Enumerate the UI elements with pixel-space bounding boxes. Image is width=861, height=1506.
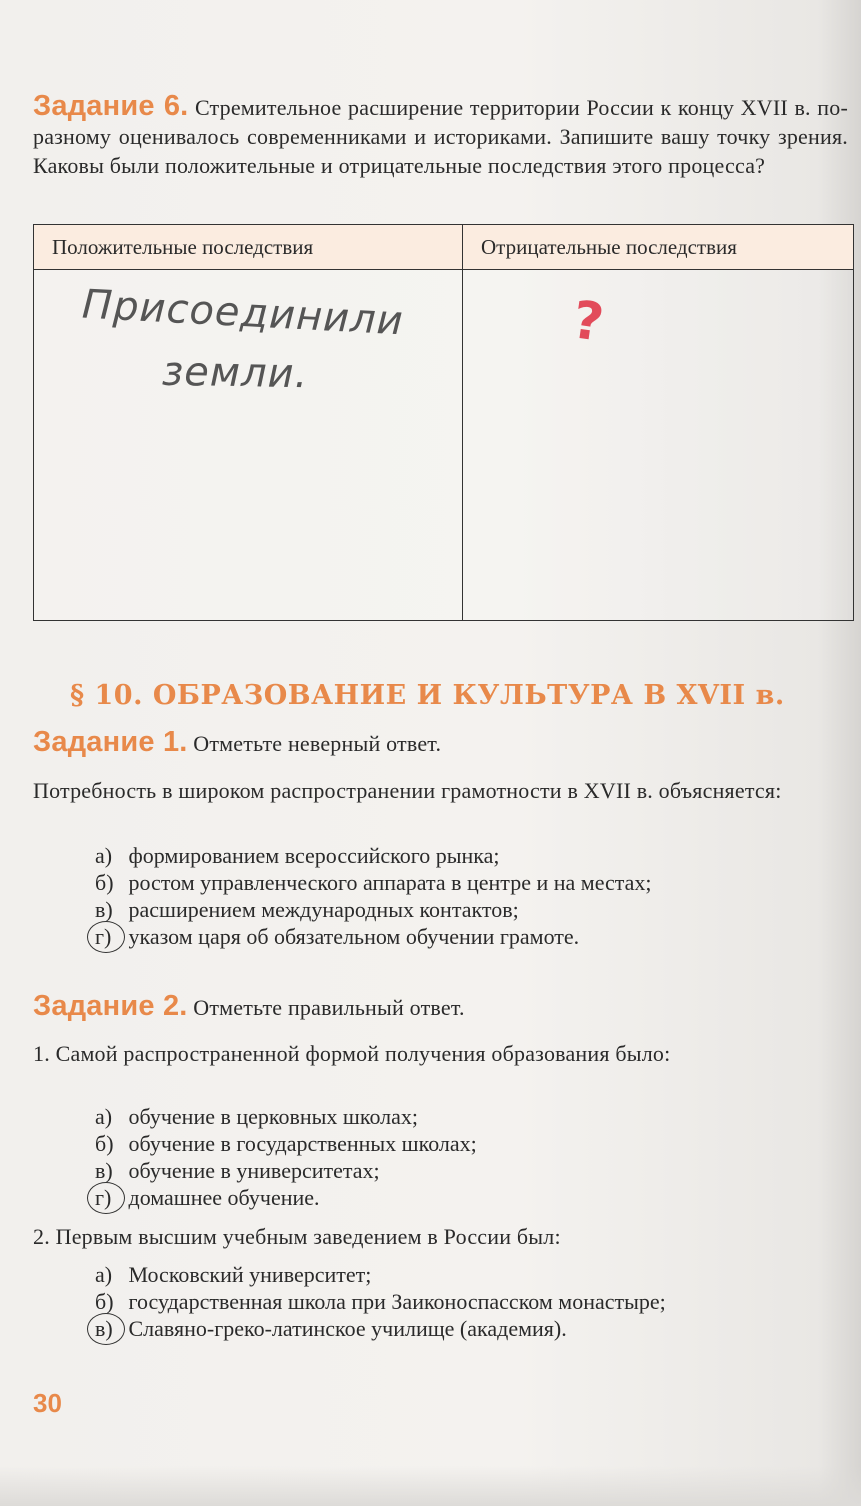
- option-letter: в): [95, 897, 113, 922]
- option-text: домашнее обучение.: [128, 1185, 320, 1210]
- option-letter: б): [95, 1289, 114, 1314]
- option-d-selected[interactable]: [95, 1184, 477, 1211]
- option-text: ростом управленческого аппарата в центре и на местах;: [128, 870, 652, 895]
- option-c-selected[interactable]: [95, 1315, 845, 1342]
- task-1-options: [95, 842, 652, 950]
- option-letter: а): [95, 1104, 113, 1129]
- task-2-heading: [33, 992, 465, 1022]
- option-letter: б): [95, 1131, 114, 1156]
- option-letter: а): [95, 1262, 113, 1287]
- option-b[interactable]: [95, 869, 652, 896]
- task-1-instruction: Отметьте неверный ответ.: [193, 731, 442, 756]
- negative-cell[interactable]: [463, 270, 854, 621]
- question-1: 1. Самой распространенной формой получения образования было:: [33, 1041, 671, 1066]
- positive-header: Положительные последствия: [34, 225, 463, 270]
- task-2-instruction: Отметьте правильный ответ.: [193, 995, 465, 1020]
- option-a[interactable]: [95, 1261, 845, 1288]
- option-text: Московский университет;: [128, 1262, 372, 1287]
- question-2: 2. Первым высшим учебным заведением в России был:: [33, 1224, 561, 1249]
- handwritten-answer-line-1: Присоединили: [81, 281, 405, 345]
- option-text: указом царя об обязательном обучении грамоте.: [128, 924, 580, 949]
- option-text: обучение в церковных школах;: [128, 1104, 419, 1129]
- task-1-question: Потребность в широком распространении грамотности в XVII в. объясняется:: [33, 778, 782, 803]
- option-text: расширением международных контактов;: [128, 897, 519, 922]
- option-text: Славяно-греко-латинское училище (академия).: [128, 1316, 567, 1341]
- option-d-selected[interactable]: [95, 923, 652, 950]
- positive-cell[interactable]: [34, 270, 463, 621]
- selection-circle: [87, 1313, 125, 1345]
- option-letter: г): [95, 924, 112, 949]
- task-2-label: Задание 2.: [33, 990, 188, 1022]
- question-2-options: [95, 1261, 845, 1342]
- selection-circle: [87, 1182, 125, 1214]
- option-letter: в): [95, 1158, 113, 1183]
- option-b[interactable]: [95, 1130, 477, 1157]
- option-text: государственная школа при Заиконоспасском монастыре;: [128, 1289, 666, 1314]
- option-a[interactable]: [95, 842, 652, 869]
- handwritten-answer-line-2: земли.: [161, 348, 309, 398]
- task-1-label: Задание 1.: [33, 726, 188, 758]
- option-text: формированием всероссийского рынка;: [128, 843, 500, 868]
- option-letter: а): [95, 843, 113, 868]
- option-letter: в): [95, 1316, 113, 1341]
- page-number: 30: [33, 1388, 62, 1418]
- section-title: § 10. ОБРАЗОВАНИЕ И КУЛЬТУРА В XVII в.: [70, 680, 785, 711]
- consequences-table: [33, 224, 854, 621]
- option-c[interactable]: [95, 1157, 477, 1184]
- task-1-heading: [33, 728, 441, 758]
- page-edge-shadow: [0, 1466, 861, 1506]
- task-6-label: Задание 6.: [33, 90, 189, 122]
- teacher-question-mark: ?: [568, 290, 608, 354]
- negative-header: Отрицательные последствия: [463, 225, 854, 270]
- option-text: обучение в университетах;: [128, 1158, 380, 1183]
- option-letter: б): [95, 870, 114, 895]
- question-1-options: [95, 1103, 477, 1211]
- option-a[interactable]: [95, 1103, 477, 1130]
- task-6: [33, 92, 848, 180]
- option-c[interactable]: [95, 896, 652, 923]
- task-6-text: Стремительное расширение территории России к концу XVII в. по-разному оценивалось современниками и историками. Запишите вашу точку зрения. Каковы были положительные и отрицательные последствия этого процесса?: [33, 95, 848, 178]
- option-text: обучение в государственных школах;: [128, 1131, 477, 1156]
- option-b[interactable]: [95, 1288, 845, 1315]
- option-letter: г): [95, 1185, 112, 1210]
- selection-circle: [87, 921, 125, 953]
